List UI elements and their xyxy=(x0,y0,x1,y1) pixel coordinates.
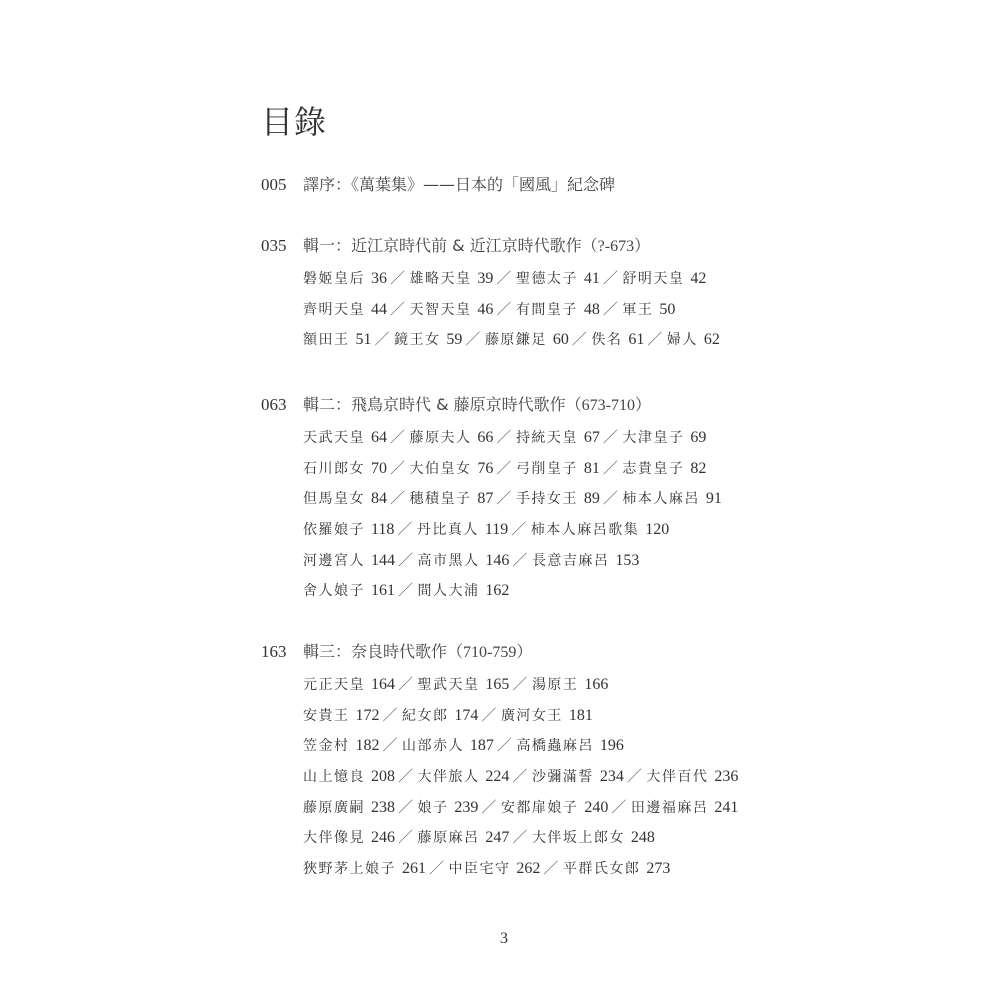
entry-page: 61 xyxy=(628,331,645,349)
entry-line xyxy=(303,575,722,606)
poet-name: 婦人 xyxy=(666,332,704,349)
entry-line xyxy=(303,294,720,325)
section-page: 163 xyxy=(261,642,287,661)
entry-page: 162 xyxy=(485,582,510,600)
entry-line xyxy=(303,669,738,700)
entry-page: 70 xyxy=(370,459,387,477)
page-title: 目錄 xyxy=(261,103,328,141)
poet-name: 大伴像見 xyxy=(303,830,371,847)
toc-entry[interactable] xyxy=(303,553,395,569)
poet-name: 舒明天皇 xyxy=(622,271,691,287)
poet-name: 藤原鎌足 xyxy=(484,332,553,349)
poet-name: 依羅娘子 xyxy=(303,522,371,539)
section-3 xyxy=(261,639,738,884)
section-1 xyxy=(261,233,720,355)
entry-page: 246 xyxy=(370,829,395,847)
poet-name: 鏡王女 xyxy=(393,332,447,349)
entry-page: 118 xyxy=(370,521,395,539)
poet-name: 狹野茅上娘子 xyxy=(303,861,402,878)
entry-page: 39 xyxy=(477,270,494,287)
entry-page: 248 xyxy=(630,829,655,847)
poet-name: 湯原王 xyxy=(531,677,585,693)
poet-name: 雄略天皇 xyxy=(409,271,478,287)
toc-entry[interactable] xyxy=(631,800,738,816)
section-heading[interactable] xyxy=(261,233,720,263)
poet-name: 持統天皇 xyxy=(515,430,584,446)
toc-entry[interactable] xyxy=(622,302,675,318)
poet-name: 高市黑人 xyxy=(417,552,486,569)
separator: ／ xyxy=(647,330,664,349)
page-number: 3 xyxy=(500,930,508,947)
section-year-range: （673-710） xyxy=(565,397,651,414)
toc-entry[interactable] xyxy=(448,861,540,877)
entry-page: 239 xyxy=(454,798,479,816)
entry-page: 51 xyxy=(355,331,372,349)
separator: ／ xyxy=(496,489,513,508)
entry-page: 89 xyxy=(583,490,600,508)
poet-name: 志貴皇子 xyxy=(622,460,691,477)
poet-name: 穗積皇子 xyxy=(409,491,478,508)
entry-page: 66 xyxy=(477,429,494,446)
section-page: 035 xyxy=(261,236,287,255)
entry-page: 187 xyxy=(469,737,494,755)
entry-line xyxy=(303,853,738,884)
toc-entry[interactable] xyxy=(303,769,395,785)
poet-name: 藤原麻呂 xyxy=(417,830,486,847)
poet-name: 田邊福麻呂 xyxy=(630,799,715,816)
toc-entry[interactable] xyxy=(303,271,387,287)
entry-page: 161 xyxy=(370,582,395,600)
separator: ／ xyxy=(397,767,415,786)
separator: ／ xyxy=(602,428,620,446)
entry-list xyxy=(303,669,738,884)
separator: ／ xyxy=(512,828,529,847)
separator: ／ xyxy=(428,859,446,878)
separator: ／ xyxy=(389,489,407,508)
separator: ／ xyxy=(389,299,407,318)
separator: ／ xyxy=(481,705,498,724)
poet-name: 安貴王 xyxy=(303,707,356,724)
toc-entry[interactable] xyxy=(303,491,387,507)
poet-name: 娘子 xyxy=(417,799,455,816)
toc-entry[interactable] xyxy=(303,738,379,754)
entry-page: 166 xyxy=(584,676,609,693)
entry-line xyxy=(303,545,722,576)
entry-page: 247 xyxy=(485,829,510,847)
entry-list xyxy=(303,422,722,606)
separator: ／ xyxy=(382,736,399,755)
poet-name: 柿本人麻呂 xyxy=(622,491,706,508)
toc-entry[interactable] xyxy=(303,583,395,599)
entry-page: 64 xyxy=(370,429,387,446)
entry-page: 42 xyxy=(690,270,707,287)
separator: ／ xyxy=(602,489,620,508)
poet-name: 間人大浦 xyxy=(417,583,486,600)
separator: ／ xyxy=(511,520,528,539)
entry-page: 62 xyxy=(703,331,720,349)
entry-page: 165 xyxy=(485,676,510,693)
toc-entry[interactable] xyxy=(409,461,493,477)
entry-line xyxy=(303,730,738,761)
toc-entry[interactable] xyxy=(501,708,593,724)
toc-entry[interactable] xyxy=(402,708,478,724)
entry-page: 76 xyxy=(477,459,494,477)
entry-page: 153 xyxy=(615,551,640,569)
entry-page: 144 xyxy=(370,551,395,569)
toc-entry[interactable] xyxy=(394,332,462,348)
poet-name: 元正天皇 xyxy=(303,677,371,693)
entry-page: 234 xyxy=(599,768,624,786)
toc-entry[interactable] xyxy=(417,830,509,846)
separator: ／ xyxy=(571,330,589,349)
separator: ／ xyxy=(397,581,415,600)
section-2 xyxy=(261,392,722,606)
toc-entry[interactable] xyxy=(417,553,509,569)
toc-entry[interactable] xyxy=(303,522,394,538)
toc-entry[interactable] xyxy=(409,430,493,446)
toc-entry[interactable] xyxy=(532,769,624,785)
separator: ／ xyxy=(397,828,415,847)
entry-line xyxy=(303,263,720,294)
toc-entry[interactable] xyxy=(303,430,387,446)
toc-entry[interactable] xyxy=(417,800,478,816)
poet-name: 河邊宮人 xyxy=(303,552,371,569)
entry-line xyxy=(303,822,738,853)
preface-entry[interactable] xyxy=(261,172,615,202)
entry-page: 240 xyxy=(584,798,609,816)
poet-name: 沙彌滿誓 xyxy=(531,769,600,786)
poet-name: 大伴百代 xyxy=(646,769,715,786)
poet-name: 藤原廣嗣 xyxy=(303,799,371,816)
separator: ／ xyxy=(496,458,513,477)
separator: ／ xyxy=(496,736,514,755)
poet-name: 舍人娘子 xyxy=(303,583,371,600)
toc-entry[interactable] xyxy=(531,522,669,538)
separator: ／ xyxy=(512,767,529,786)
entry-page: 236 xyxy=(714,768,739,786)
toc-entry[interactable] xyxy=(667,332,720,348)
toc-entry[interactable] xyxy=(591,332,644,348)
poet-name: 大伴坂上郎女 xyxy=(531,830,631,847)
entry-page: 241 xyxy=(714,798,739,816)
toc-entry[interactable] xyxy=(532,553,639,569)
entry-line xyxy=(303,761,738,792)
entry-page: 59 xyxy=(446,331,463,349)
entry-page: 238 xyxy=(370,798,395,816)
entry-page: 261 xyxy=(401,860,426,878)
toc-entry[interactable] xyxy=(303,708,379,724)
entry-page: 208 xyxy=(370,768,395,786)
toc-entry[interactable] xyxy=(501,800,608,816)
toc-entry[interactable] xyxy=(622,430,706,446)
toc-entry[interactable] xyxy=(303,302,387,318)
separator: ／ xyxy=(602,299,620,318)
toc-entry[interactable] xyxy=(646,769,738,785)
poet-name: 中臣宅守 xyxy=(448,861,517,878)
toc-entry[interactable] xyxy=(516,491,600,507)
toc-entry[interactable] xyxy=(303,677,395,693)
poet-name: 笠金村 xyxy=(303,738,356,755)
toc-entry[interactable] xyxy=(516,271,600,287)
poet-name: 大伯皇女 xyxy=(409,460,478,477)
entry-page: 273 xyxy=(646,860,671,878)
entry-line xyxy=(303,453,722,484)
entry-page: 81 xyxy=(583,459,600,477)
entry-page: 60 xyxy=(552,331,569,349)
separator: ／ xyxy=(397,797,415,816)
poet-name: 軍王 xyxy=(622,301,660,318)
toc-entry[interactable] xyxy=(303,800,395,816)
section-page: 063 xyxy=(261,395,287,414)
toc-entry[interactable] xyxy=(516,738,623,754)
separator: ／ xyxy=(512,675,529,693)
poet-name: 紀女郎 xyxy=(401,707,455,724)
separator: ／ xyxy=(389,458,407,477)
separator: ／ xyxy=(512,550,529,569)
entry-page: 172 xyxy=(355,706,380,724)
entry-page: 120 xyxy=(645,521,670,539)
entry-page: 87 xyxy=(477,490,494,508)
section-year-range: （710-759） xyxy=(447,644,533,661)
poet-name: 齊明天皇 xyxy=(303,301,371,318)
separator: ／ xyxy=(611,797,628,816)
toc-entry[interactable] xyxy=(417,769,509,785)
poet-name: 天武天皇 xyxy=(303,430,371,446)
toc-entry[interactable] xyxy=(485,332,569,348)
poet-name: 聖武天皇 xyxy=(417,677,486,693)
entry-page: 69 xyxy=(690,429,707,446)
entry-page: 146 xyxy=(485,551,510,569)
entry-page: 224 xyxy=(485,768,510,786)
poet-name: 有間皇子 xyxy=(515,301,584,318)
poet-name: 高橋蟲麻呂 xyxy=(516,738,600,755)
entry-page: 119 xyxy=(484,521,509,539)
preface-title: 譯序：《萬葉集》——日本的「國風」紀念碑 xyxy=(303,175,616,194)
entry-page: 262 xyxy=(516,860,541,878)
toc-entry[interactable] xyxy=(516,430,600,446)
toc-entry[interactable] xyxy=(622,461,706,477)
entry-page: 67 xyxy=(583,429,600,446)
separator: ／ xyxy=(397,520,414,539)
separator: ／ xyxy=(602,458,620,477)
poet-name: 磐姬皇后 xyxy=(303,271,371,287)
poet-name: 長意吉麻呂 xyxy=(531,552,616,569)
toc-entry[interactable] xyxy=(622,271,706,287)
entry-line xyxy=(303,514,722,545)
entry-page: 41 xyxy=(583,270,600,287)
separator: ／ xyxy=(389,428,407,446)
entry-page: 82 xyxy=(690,459,707,477)
entry-page: 196 xyxy=(599,737,624,755)
poet-name: 平群氏女郎 xyxy=(562,861,647,878)
entry-line xyxy=(303,483,722,514)
poet-name: 額田王 xyxy=(303,332,356,349)
toc-entry[interactable] xyxy=(532,830,655,846)
section-heading[interactable] xyxy=(261,392,722,422)
entry-page: 46 xyxy=(477,300,494,318)
entry-page: 48 xyxy=(583,300,600,318)
toc-entry[interactable] xyxy=(409,302,493,318)
section-heading[interactable] xyxy=(261,639,738,669)
toc-entry[interactable] xyxy=(303,461,387,477)
separator: ／ xyxy=(496,299,513,318)
separator: ／ xyxy=(374,330,391,349)
poet-name: 天智天皇 xyxy=(409,301,478,318)
toc-entry[interactable] xyxy=(622,491,721,507)
toc-entry[interactable] xyxy=(402,738,494,754)
toc-entry[interactable] xyxy=(409,271,493,287)
separator: ／ xyxy=(382,705,399,724)
preface-page: 005 xyxy=(261,175,287,194)
toc-entry[interactable] xyxy=(417,522,508,538)
separator: ／ xyxy=(602,269,620,287)
toc-entry[interactable] xyxy=(303,830,395,846)
poet-name: 安都扉娘子 xyxy=(500,799,585,816)
poet-name: 石川郎女 xyxy=(303,460,371,477)
poet-name: 手持女王 xyxy=(515,491,584,508)
entry-line xyxy=(303,792,738,823)
poet-name: 山部赤人 xyxy=(401,738,470,755)
toc-entry[interactable] xyxy=(417,583,509,599)
entry-page: 36 xyxy=(370,270,387,287)
separator: ／ xyxy=(397,675,415,693)
entry-page: 181 xyxy=(568,706,593,724)
toc-entry[interactable] xyxy=(516,461,600,477)
entry-page: 84 xyxy=(370,490,387,508)
poet-name: 佚名 xyxy=(591,332,629,349)
separator: ／ xyxy=(465,330,482,349)
poet-name: 大津皇子 xyxy=(622,430,691,446)
toc-entry[interactable] xyxy=(516,302,600,318)
entry-page: 91 xyxy=(705,490,722,508)
poet-name: 丹比真人 xyxy=(416,522,485,539)
section-year-range: （?-673） xyxy=(581,238,651,255)
toc-entry[interactable] xyxy=(303,332,371,348)
toc-entry[interactable] xyxy=(532,677,608,693)
entry-page: 182 xyxy=(355,737,380,755)
poet-name: 山上憶良 xyxy=(303,769,371,786)
entry-page: 44 xyxy=(370,300,387,318)
toc-entry[interactable] xyxy=(563,861,670,877)
poet-name: 柿本人麻呂歌集 xyxy=(530,522,646,539)
entry-page: 50 xyxy=(659,300,676,318)
entry-page: 174 xyxy=(454,706,479,724)
separator: ／ xyxy=(626,767,644,786)
poet-name: 但馬皇女 xyxy=(303,491,371,508)
poet-name: 廣河女王 xyxy=(500,707,569,724)
section-title: 輯二：飛鳥京時代 & 藤原京時代歌作（673-710） xyxy=(303,395,651,414)
separator: ／ xyxy=(496,269,513,287)
separator: ／ xyxy=(543,859,560,878)
toc-entry[interactable] xyxy=(409,491,493,507)
separator: ／ xyxy=(481,797,498,816)
section-title: 輯一：近江京時代前 & 近江京時代歌作（?-673） xyxy=(303,236,651,255)
entry-line xyxy=(303,700,738,731)
toc-entry[interactable] xyxy=(417,677,509,693)
poet-name: 弓削皇子 xyxy=(515,460,584,477)
separator: ／ xyxy=(496,428,513,446)
entry-line xyxy=(303,422,722,453)
entry-line xyxy=(303,324,720,355)
entry-list xyxy=(303,263,720,355)
toc-entry[interactable] xyxy=(303,861,426,877)
entry-page: 164 xyxy=(370,676,395,693)
poet-name: 大伴旅人 xyxy=(417,769,486,786)
separator: ／ xyxy=(397,550,415,569)
poet-name: 聖德太子 xyxy=(515,271,584,287)
section-title: 輯三：奈良時代歌作（710-759） xyxy=(303,642,533,661)
separator: ／ xyxy=(389,269,407,287)
poet-name: 藤原夫人 xyxy=(409,430,478,446)
